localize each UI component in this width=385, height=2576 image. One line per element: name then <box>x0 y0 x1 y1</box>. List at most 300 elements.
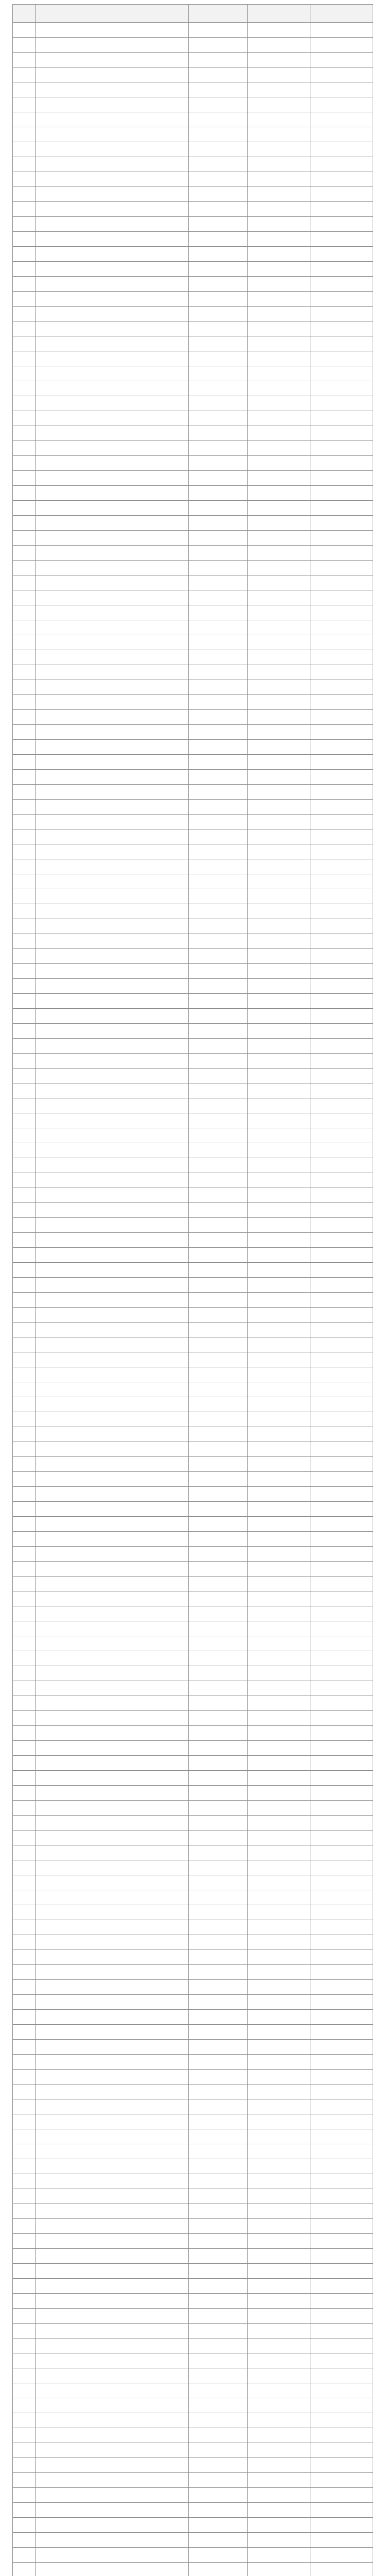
cell-b <box>189 456 248 471</box>
cell-b <box>189 859 248 874</box>
cell-d <box>310 1069 373 1083</box>
cell-d <box>310 1562 373 1577</box>
table-row <box>13 1741 373 1756</box>
cell-b <box>189 919 248 934</box>
cell-c <box>248 2368 310 2383</box>
cell-d <box>310 800 373 815</box>
cell-c <box>248 157 310 172</box>
cell-c <box>248 1412 310 1427</box>
cell-b <box>189 2353 248 2368</box>
cell-index <box>13 2309 36 2324</box>
table-row <box>13 2518 373 2533</box>
data-table <box>12 4 373 2576</box>
table-row <box>13 620 373 635</box>
table-row <box>13 1278 373 1293</box>
cell-a <box>36 2518 189 2533</box>
cell-a <box>36 172 189 187</box>
cell-c <box>248 187 310 202</box>
cell-b <box>189 321 248 336</box>
cell-a <box>36 202 189 217</box>
table-row <box>13 575 373 590</box>
cell-a <box>36 2279 189 2294</box>
cell-d <box>310 441 373 456</box>
cell-a <box>36 2413 189 2428</box>
cell-c <box>248 1308 310 1323</box>
cell-d <box>310 292 373 307</box>
cell-a <box>36 874 189 889</box>
column-header-index <box>13 5 36 23</box>
cell-index <box>13 2144 36 2159</box>
cell-index <box>13 1278 36 1293</box>
cell-a <box>36 2159 189 2174</box>
cell-b <box>189 964 248 979</box>
cell-c <box>248 38 310 53</box>
cell-a <box>36 785 189 800</box>
cell-c <box>248 2443 310 2458</box>
cell-a <box>36 127 189 142</box>
cell-index <box>13 2099 36 2114</box>
cell-index <box>13 2294 36 2309</box>
cell-a <box>36 710 189 725</box>
cell-a <box>36 2144 189 2159</box>
cell-index <box>13 695 36 710</box>
cell-index <box>13 1472 36 1487</box>
cell-b <box>189 2159 248 2174</box>
cell-a <box>36 1696 189 1711</box>
table-row <box>13 1606 373 1621</box>
cell-d <box>310 1024 373 1039</box>
table-row <box>13 2563 373 2576</box>
cell-index <box>13 516 36 531</box>
cell-c <box>248 1069 310 1083</box>
cell-a <box>36 1666 189 1681</box>
cell-b <box>189 1547 248 1562</box>
cell-d <box>310 2548 373 2563</box>
cell-d <box>310 1442 373 1457</box>
table-row <box>13 2070 373 2084</box>
cell-c <box>248 336 310 351</box>
cell-d <box>310 2129 373 2144</box>
cell-index <box>13 2458 36 2473</box>
cell-index <box>13 187 36 202</box>
cell-d <box>310 1845 373 1860</box>
cell-d <box>310 1412 373 1427</box>
cell-b <box>189 1233 248 1248</box>
cell-c <box>248 2099 310 2114</box>
cell-b <box>189 351 248 366</box>
cell-c <box>248 1337 310 1352</box>
cell-c <box>248 262 310 277</box>
cell-b <box>189 1263 248 1278</box>
cell-index <box>13 1562 36 1577</box>
cell-index <box>13 1442 36 1457</box>
cell-d <box>310 770 373 785</box>
table-row <box>13 38 373 53</box>
cell-b <box>189 904 248 919</box>
cell-b <box>189 262 248 277</box>
cell-b <box>189 800 248 815</box>
cell-index <box>13 1547 36 1562</box>
cell-c <box>248 1173 310 1188</box>
cell-b <box>189 67 248 82</box>
cell-d <box>310 590 373 605</box>
table-row <box>13 1173 373 1188</box>
table-row <box>13 351 373 366</box>
cell-a <box>36 829 189 844</box>
cell-d <box>310 336 373 351</box>
cell-index <box>13 1786 36 1801</box>
table-row <box>13 785 373 800</box>
cell-d <box>310 2204 373 2219</box>
cell-d <box>310 1382 373 1397</box>
cell-b <box>189 1726 248 1741</box>
cell-a <box>36 1233 189 1248</box>
cell-c <box>248 695 310 710</box>
cell-d <box>310 2503 373 2518</box>
table-row <box>13 1875 373 1890</box>
cell-a <box>36 2114 189 2129</box>
cell-d <box>310 919 373 934</box>
cell-d <box>310 1487 373 1502</box>
cell-b <box>189 979 248 994</box>
cell-a <box>36 232 189 247</box>
cell-d <box>310 665 373 680</box>
cell-a <box>36 1427 189 1442</box>
cell-c <box>248 441 310 456</box>
cell-a <box>36 2099 189 2114</box>
cell-a <box>36 2070 189 2084</box>
cell-c <box>248 1831 310 1845</box>
cell-d <box>310 142 373 157</box>
cell-c <box>248 277 310 292</box>
cell-a <box>36 919 189 934</box>
cell-index <box>13 1606 36 1621</box>
cell-c <box>248 2114 310 2129</box>
table-row <box>13 1980 373 1995</box>
cell-a <box>36 217 189 232</box>
cell-index <box>13 172 36 187</box>
table-body <box>13 23 373 2576</box>
cell-b <box>189 1039 248 1054</box>
cell-d <box>310 874 373 889</box>
cell-a <box>36 2338 189 2353</box>
cell-a <box>36 934 189 949</box>
cell-a <box>36 247 189 262</box>
cell-index <box>13 1098 36 1113</box>
cell-b <box>189 2219 248 2234</box>
cell-b <box>189 366 248 381</box>
cell-b <box>189 2114 248 2129</box>
cell-c <box>248 2025 310 2040</box>
cell-d <box>310 979 373 994</box>
cell-c <box>248 2518 310 2533</box>
cell-b <box>189 1756 248 1771</box>
cell-a <box>36 531 189 546</box>
cell-d <box>310 680 373 695</box>
cell-b <box>189 127 248 142</box>
cell-b <box>189 1128 248 1143</box>
cell-index <box>13 351 36 366</box>
cell-index <box>13 1188 36 1203</box>
cell-c <box>248 2010 310 2025</box>
cell-b <box>189 1203 248 1218</box>
cell-c <box>248 1188 310 1203</box>
cell-b <box>189 2413 248 2428</box>
cell-b <box>189 2129 248 2144</box>
cell-index <box>13 2084 36 2099</box>
table-row <box>13 232 373 247</box>
cell-index <box>13 127 36 142</box>
cell-index <box>13 366 36 381</box>
table-row <box>13 501 373 516</box>
cell-d <box>310 1502 373 1517</box>
cell-b <box>189 1487 248 1502</box>
cell-index <box>13 800 36 815</box>
cell-index <box>13 770 36 785</box>
cell-b <box>189 1158 248 1173</box>
cell-index <box>13 2174 36 2189</box>
cell-d <box>310 1203 373 1218</box>
cell-c <box>248 561 310 575</box>
cell-c <box>248 82 310 97</box>
cell-b <box>189 874 248 889</box>
cell-a <box>36 2368 189 2383</box>
cell-c <box>248 546 310 561</box>
cell-a <box>36 635 189 650</box>
cell-c <box>248 650 310 665</box>
cell-c <box>248 2084 310 2099</box>
cell-d <box>310 1098 373 1113</box>
cell-d <box>310 2144 373 2159</box>
cell-index <box>13 620 36 635</box>
cell-c <box>248 1352 310 1367</box>
cell-a <box>36 2324 189 2338</box>
table-row <box>13 919 373 934</box>
cell-b <box>189 531 248 546</box>
cell-d <box>310 889 373 904</box>
table-row <box>13 1935 373 1950</box>
cell-c <box>248 426 310 441</box>
cell-b <box>189 1875 248 1890</box>
cell-c <box>248 994 310 1009</box>
table-row <box>13 1621 373 1636</box>
cell-d <box>310 1801 373 1816</box>
cell-index <box>13 1965 36 1980</box>
cell-d <box>310 2383 373 2398</box>
cell-d <box>310 1890 373 1905</box>
cell-b <box>189 1845 248 1860</box>
cell-c <box>248 1203 310 1218</box>
cell-a <box>36 1801 189 1816</box>
cell-b <box>189 1920 248 1935</box>
cell-d <box>310 1786 373 1801</box>
table-row <box>13 411 373 426</box>
table-row <box>13 1995 373 2010</box>
cell-c <box>248 1681 310 1696</box>
cell-a <box>36 82 189 97</box>
table-row <box>13 1711 373 1726</box>
table-row <box>13 635 373 650</box>
cell-a <box>36 1024 189 1039</box>
cell-a <box>36 1382 189 1397</box>
cell-a <box>36 1965 189 1980</box>
cell-c <box>248 1920 310 1935</box>
table-row <box>13 2443 373 2458</box>
cell-b <box>189 620 248 635</box>
cell-b <box>189 2458 248 2473</box>
cell-c <box>248 620 310 635</box>
cell-c <box>248 1143 310 1158</box>
cell-b <box>189 217 248 232</box>
table-row <box>13 2309 373 2324</box>
cell-index <box>13 635 36 650</box>
cell-c <box>248 97 310 112</box>
cell-c <box>248 1875 310 1890</box>
cell-b <box>189 1771 248 1786</box>
cell-a <box>36 2353 189 2368</box>
cell-d <box>310 1621 373 1636</box>
cell-c <box>248 1024 310 1039</box>
cell-b <box>189 1562 248 1577</box>
cell-b <box>189 2518 248 2533</box>
cell-d <box>310 1039 373 1054</box>
table-row <box>13 277 373 292</box>
cell-a <box>36 2234 189 2249</box>
cell-b <box>189 2443 248 2458</box>
cell-a <box>36 2458 189 2473</box>
cell-index <box>13 23 36 38</box>
cell-c <box>248 2279 310 2294</box>
table-row <box>13 366 373 381</box>
cell-d <box>310 1143 373 1158</box>
cell-d <box>310 1113 373 1128</box>
cell-d <box>310 1532 373 1547</box>
cell-d <box>310 2099 373 2114</box>
cell-c <box>248 1233 310 1248</box>
cell-index <box>13 38 36 53</box>
cell-a <box>36 142 189 157</box>
cell-index <box>13 2353 36 2368</box>
cell-d <box>310 2338 373 2353</box>
cell-d <box>310 1472 373 1487</box>
cell-a <box>36 1980 189 1995</box>
cell-b <box>189 307 248 321</box>
cell-d <box>310 2070 373 2084</box>
cell-index <box>13 605 36 620</box>
cell-c <box>248 1278 310 1293</box>
table-row <box>13 2353 373 2368</box>
cell-index <box>13 1905 36 1920</box>
cell-c <box>248 1995 310 2010</box>
cell-index <box>13 1532 36 1547</box>
cell-c <box>248 1651 310 1666</box>
table-row <box>13 2025 373 2040</box>
cell-a <box>36 2174 189 2189</box>
cell-a <box>36 1950 189 1965</box>
cell-b <box>189 994 248 1009</box>
cell-a <box>36 366 189 381</box>
cell-index <box>13 2189 36 2204</box>
cell-c <box>248 844 310 859</box>
cell-d <box>310 635 373 650</box>
cell-index <box>13 1636 36 1651</box>
cell-d <box>310 1427 373 1442</box>
table-row <box>13 82 373 97</box>
cell-c <box>248 904 310 919</box>
cell-c <box>248 2144 310 2159</box>
cell-index <box>13 307 36 321</box>
cell-c <box>248 2548 310 2563</box>
cell-index <box>13 740 36 755</box>
cell-d <box>310 456 373 471</box>
table-row <box>13 1816 373 1831</box>
cell-c <box>248 1532 310 1547</box>
cell-c <box>248 1801 310 1816</box>
cell-c <box>248 800 310 815</box>
cell-b <box>189 1636 248 1651</box>
cell-index <box>13 456 36 471</box>
table-row <box>13 112 373 127</box>
table-row <box>13 1293 373 1308</box>
cell-a <box>36 1816 189 1831</box>
cell-d <box>310 23 373 38</box>
table-row <box>13 665 373 680</box>
cell-index <box>13 1845 36 1860</box>
cell-a <box>36 1681 189 1696</box>
cell-b <box>189 635 248 650</box>
cell-b <box>189 1666 248 1681</box>
cell-d <box>310 1606 373 1621</box>
cell-index <box>13 1666 36 1681</box>
cell-b <box>189 1532 248 1547</box>
cell-c <box>248 680 310 695</box>
cell-d <box>310 2010 373 2025</box>
cell-index <box>13 1771 36 1786</box>
cell-c <box>248 2338 310 2353</box>
cell-index <box>13 844 36 859</box>
cell-d <box>310 381 373 396</box>
cell-a <box>36 292 189 307</box>
table-row <box>13 2338 373 2353</box>
cell-index <box>13 441 36 456</box>
cell-d <box>310 277 373 292</box>
cell-b <box>189 934 248 949</box>
cell-b <box>189 1173 248 1188</box>
table-row <box>13 770 373 785</box>
cell-b <box>189 740 248 755</box>
table-row <box>13 2383 373 2398</box>
cell-a <box>36 277 189 292</box>
table-header-row <box>13 5 373 23</box>
cell-d <box>310 1950 373 1965</box>
cell-d <box>310 859 373 874</box>
cell-b <box>189 1606 248 1621</box>
table-row <box>13 1696 373 1711</box>
cell-d <box>310 2040 373 2055</box>
cell-a <box>36 994 189 1009</box>
table-row <box>13 1054 373 1069</box>
table-row <box>13 1337 373 1352</box>
cell-c <box>248 1367 310 1382</box>
cell-d <box>310 1009 373 1024</box>
cell-c <box>248 2309 310 2324</box>
cell-d <box>310 531 373 546</box>
cell-c <box>248 1621 310 1636</box>
cell-c <box>248 366 310 381</box>
cell-c <box>248 1054 310 1069</box>
cell-d <box>310 710 373 725</box>
cell-b <box>189 1502 248 1517</box>
